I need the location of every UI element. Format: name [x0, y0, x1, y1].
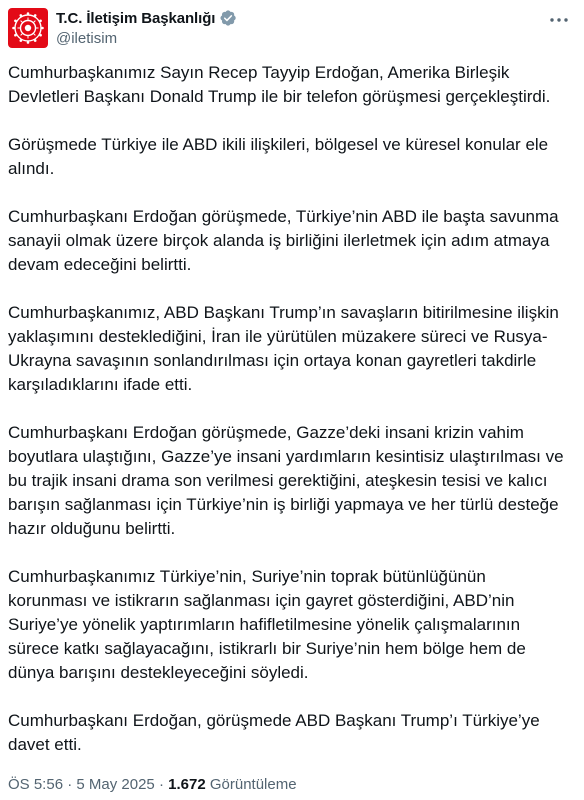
meta-separator: · — [158, 776, 164, 793]
post-paragraph: Görüşmede Türkiye ile ABD ikili ilişkileri, bölgesel ve küresel konular ele alındı. — [8, 135, 549, 178]
post-paragraph: Cumhurbaşkanımız Türkiye’nin, Suriye’nin toprak bütünlüğünün korunması ve istikrarın sağlanması için gayret gösterdiğini, ABD’nin Suriye’ye yönelik yaptırımların hafifletilmesine yönelik çalışmalarının sürece katkı sağlayacağını, istikrarlı bir Suriye’nin hem bölge hem de dünya barışını destekleyeceğini söyledi. — [8, 567, 526, 682]
post-header — [8, 6, 576, 50]
post-meta — [8, 776, 297, 793]
avatar[interactable] — [8, 8, 48, 48]
post-paragraph: Cumhurbaşkanımız Sayın Recep Tayyip Erdoğan, Amerika Birleşik Devletleri Başkanı Donald Trump ile bir telefon görüşmesi gerçekleştirdi. — [8, 63, 551, 106]
post-time[interactable]: ÖS 5:56 — [8, 776, 64, 793]
post-paragraph: Cumhurbaşkanı Erdoğan, görüşmede ABD Başkanı Trump’ı Türkiye’ye davet etti. — [8, 711, 540, 754]
post-paragraph: Cumhurbaşkanımız, ABD Başkanı Trump’ın savaşların bitirilmesine ilişkin yaklaşımını desteklediğini, İran ile yürütülen müzakere süreci ve Rusya- Ukrayna savaşının sonlandırılması için ortaya konan gayretleri takdirle karşıladıklarını ifade etti. — [8, 303, 559, 394]
post-date[interactable]: 5 May 2025 — [76, 776, 155, 793]
views-label: Görüntüleme — [209, 776, 297, 793]
account-name-row — [56, 9, 237, 27]
account-handle[interactable]: @iletisim — [56, 30, 118, 47]
post-paragraph: Cumhurbaşkanı Erdoğan görüşmede, Türkiye’nin ABD ile başta savunma sanayii olmak üzere birçok alanda iş birliğini ilerletmek için adım atmaya devam edeceğini belirtti. — [8, 207, 559, 274]
meta-separator: · — [67, 776, 73, 793]
more-options-icon — [549, 17, 569, 23]
post-paragraph: Cumhurbaşkanı Erdoğan görüşmede, Gazze’deki insani krizin vahim boyutlara ulaştığını, Gazze’ye insani yardımların kesintisiz ulaştırılması ve bu trajik insani drama son verilmesi gerektiğini, ateşkesin tesisi ve kalıcı barışın sağlanması için Türkiye’nin iş birliği yapmaya ve her türlü desteğe hazır olduğunu belirtti. — [8, 423, 564, 538]
more-options-button[interactable] — [548, 12, 570, 28]
post-text — [8, 61, 574, 781]
views-count: 1.672 — [168, 776, 206, 793]
state-emblem-icon — [8, 8, 48, 48]
display-name[interactable]: T.C. İletişim Başkanlığı — [56, 9, 216, 27]
verified-badge-icon — [219, 9, 237, 27]
